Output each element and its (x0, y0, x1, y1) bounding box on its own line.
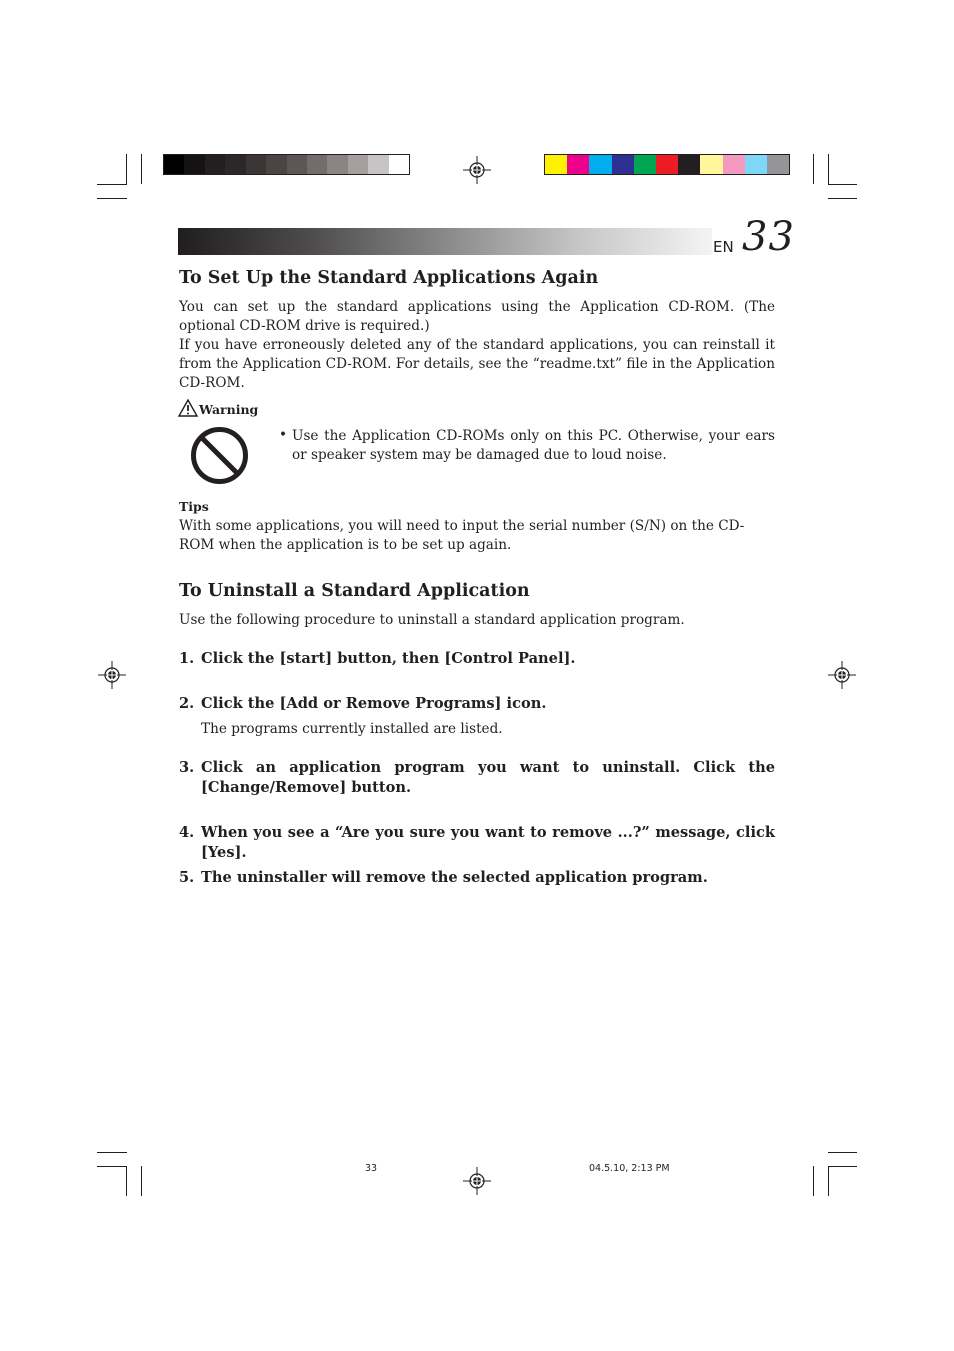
crop-mark (126, 154, 127, 184)
step-1 (179, 649, 775, 669)
footer-page: 33 (365, 1163, 378, 1174)
page-number: 33 (742, 214, 795, 260)
crop-mark (828, 184, 857, 185)
step-note: The programs currently installed are listed. (201, 721, 503, 737)
warning-triangle-icon (178, 399, 198, 417)
color-swatch (745, 155, 767, 174)
step-3 (179, 758, 775, 798)
section-intro: Use the following procedure to uninstall a standard application program. (179, 612, 685, 628)
section-title: To Uninstall a Standard Application (179, 581, 530, 601)
color-swatch (205, 155, 225, 174)
color-swatch (589, 155, 611, 174)
color-swatch (348, 155, 368, 174)
color-swatch (700, 155, 722, 174)
color-swatch (723, 155, 745, 174)
crop-mark (97, 198, 127, 199)
crop-mark (97, 1166, 127, 1167)
warning-bullet: • (279, 427, 288, 443)
paragraph: If you have erroneously deleted any of the standard applications, you can reinstall it from the Application CD-ROM. For details, see the “readme.txt” file in the Application CD-ROM. (179, 337, 775, 391)
crop-mark (126, 1166, 127, 1196)
color-swatch (389, 155, 409, 174)
section-title: To Set Up the Standard Applications Again (179, 268, 599, 288)
crop-mark (813, 154, 814, 184)
step-number: 4. (179, 824, 195, 841)
color-swatch (184, 155, 204, 174)
color-swatch (164, 155, 184, 174)
crop-mark (97, 184, 127, 185)
step-number: 3. (179, 759, 195, 776)
step-5 (179, 868, 775, 888)
step-number: 5. (179, 869, 195, 886)
step-2 (179, 694, 775, 714)
crop-mark (828, 1166, 829, 1196)
crop-mark (97, 1152, 127, 1153)
step-number: 2. (179, 695, 195, 712)
color-swatch (678, 155, 700, 174)
color-swatch (656, 155, 678, 174)
color-calibration-bar (544, 154, 790, 175)
paragraph: You can set up the standard applications using the Application CD-ROM. (The optional CD-ROM drive is required.) (179, 299, 775, 334)
color-swatch (225, 155, 245, 174)
color-swatch (246, 155, 266, 174)
color-swatch (307, 155, 327, 174)
step-text: The uninstaller will remove the selected application program. (201, 869, 708, 886)
step-number: 1. (179, 650, 195, 667)
step-text: Click the [Add or Remove Programs] icon. (201, 695, 547, 712)
step-4 (179, 823, 775, 863)
registration-target-icon (98, 661, 126, 689)
color-swatch (368, 155, 388, 174)
color-swatch (634, 155, 656, 174)
color-swatch (545, 155, 567, 174)
header-gradient-band (178, 228, 712, 255)
registration-target-icon (463, 156, 491, 184)
language-code: EN (713, 238, 734, 256)
crop-mark (828, 198, 857, 199)
registration-target-icon (463, 1167, 491, 1195)
crop-mark (141, 1166, 142, 1196)
warning-label: Warning (199, 402, 259, 417)
step-text: Click an application program you want to uninstall. Click the [Change/Remove] button. (201, 759, 775, 796)
color-swatch (327, 155, 347, 174)
color-swatch (767, 155, 789, 174)
prohibition-icon (190, 426, 249, 485)
footer-timestamp: 04.5.10, 2:13 PM (589, 1163, 670, 1174)
color-swatch (287, 155, 307, 174)
crop-mark (828, 1152, 857, 1153)
tips-label: Tips (179, 499, 209, 514)
warning-text: Use the Application CD-ROMs only on this PC. Otherwise, your ears or speaker system may be damaged due to loud noise. (292, 428, 775, 463)
tips-text: With some applications, you will need to input the serial number (S/N) on the CD-ROM when the application is to be set up again. (179, 518, 745, 553)
grayscale-calibration-bar (163, 154, 410, 175)
crop-mark (141, 154, 142, 184)
section-body (179, 298, 775, 393)
crop-mark (828, 154, 829, 184)
registration-target-icon (828, 661, 856, 689)
step-text: Click the [start] button, then [Control Panel]. (201, 650, 576, 667)
crop-mark (828, 1166, 857, 1167)
color-swatch (612, 155, 634, 174)
color-swatch (567, 155, 589, 174)
color-swatch (266, 155, 286, 174)
step-text: When you see a “Are you sure you want to remove ...?” message, click [Yes]. (201, 824, 775, 861)
crop-mark (813, 1166, 814, 1196)
